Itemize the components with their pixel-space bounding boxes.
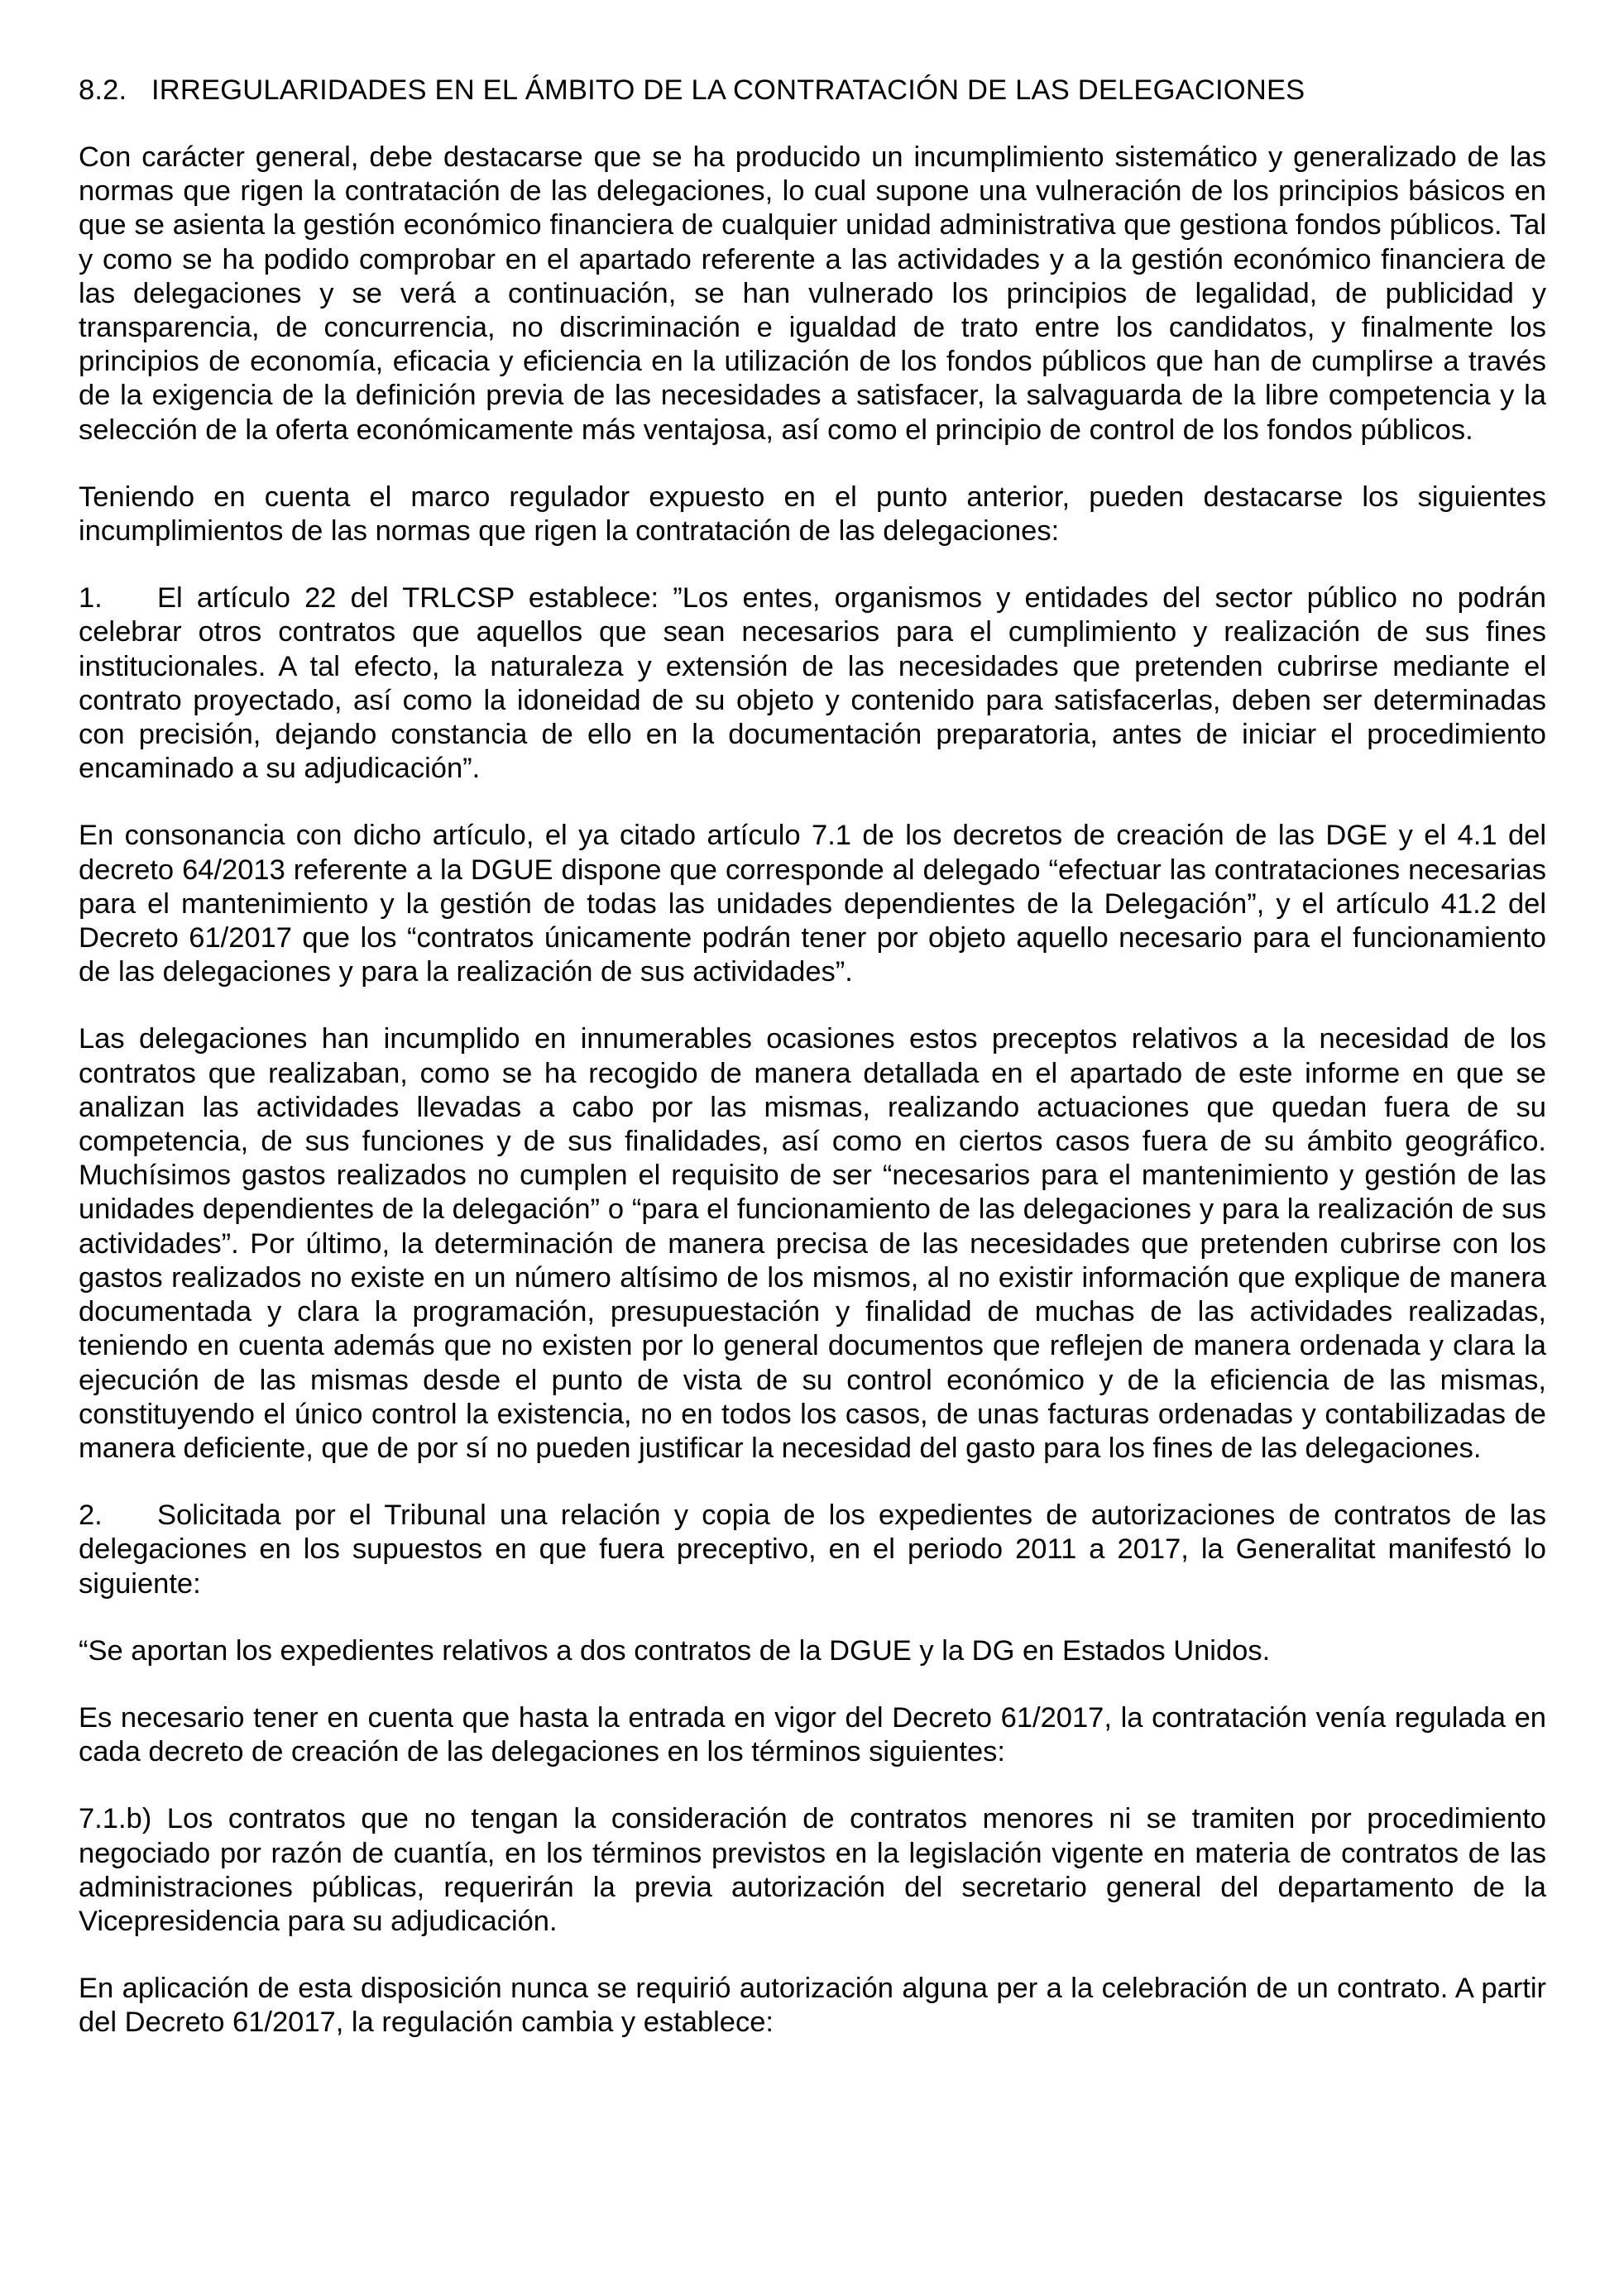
list-item-2-number: 2. xyxy=(79,1500,103,1532)
paragraph-delegations-noncompliance: Las delegaciones han incumplido en innumerables ocasiones estos preceptos relativos a la necesidad de los contratos que realizaban, como se ha recogido de manera detallada en el apartado de este informe en que se analizan las actividades llevadas a cabo por las mismas, realizando actuaciones que quedan fuera de su competencia, de sus funciones y de sus finalidades, así como en ciertos casos fuera de su ámbito geográfico. Muchísimos gastos realizados no cumplen el requisito de ser “necesarios para el mantenimiento y gestión de las unidades dependientes de la delegación” o “para el funcionamiento de las delegaciones y para la realización de sus actividades”. Por último, la determinación de manera precisa de las necesidades que pretenden cubrirse con los gastos realizados no existe en un número altísimo de los mismos, al no existir información que explique de manera documentada y clara la programación, presupuestación y finalidad de muchas de las actividades realizadas, teniendo en cuenta además que no existen por lo general documentos que reflejen de manera ordenada y clara la ejecución de las mismas desde el punto de vista de su control económico y de la eficiencia de las mismas, constituyendo el único control la existencia, no en todos los casos, de unas facturas ordenadas y contabilizadas de manera deficiente, que de por sí no pueden justificar la necesidad del gasto para los fines de las delegaciones. xyxy=(79,1023,1546,1464)
paragraph-quote-expedientes: “Se aportan los expedientes relativos a dos contratos de la DGUE y la DG en Estados Unidos. xyxy=(79,1634,1271,1667)
list-item-2 xyxy=(79,1499,1546,1601)
paragraph-application: En aplicación de esta disposición nunca se requirió autorización alguna per a la celebración de un contrato. A partir del Decreto 61/2017, la regulación cambia y establece: xyxy=(79,1973,1546,2039)
section-title: IRREGULARIDADES EN EL ÁMBITO DE LA CONTRATACIÓN DE LAS DELEGACIONES xyxy=(151,74,1305,106)
list-item-1-number: 1. xyxy=(79,582,103,615)
paragraph-article-consonance: En consonancia con dicho artículo, el ya citado artículo 7.1 de los decretos de creación de las DGE y el 4.1 del decreto 64/2013 referente a la DGUE dispone que corresponde al delegado “efectuar las contrataciones necesarias para el mantenimiento y la gestión de todas las unidades dependientes de la Delegación”, y el artículo 41.2 del Decreto 61/2017 que los “contratos únicamente podrán tener por objeto aquello necesario para el funcionamiento de las delegaciones y para la realización de sus actividades”. xyxy=(79,820,1546,988)
list-item-2-text: Solicitada por el Tribunal una relación y copia de los expedientes de autorizaciones de contratos de las delegaciones en los supuestos en que fuera preceptivo, en el periodo 2011 a 2017, la Generalitat manifestó lo siguiente: xyxy=(79,1500,1546,1600)
section-heading xyxy=(79,73,1546,108)
section-number: 8.2. xyxy=(79,74,127,106)
document-page xyxy=(79,73,1546,2074)
paragraph-general-statement: Con carácter general, debe destacarse que se ha producido un incumplimiento sistemático y generalizado de las normas que rigen la contratación de las delegaciones, lo cual supone una vulneración de los principios básicos en que se asienta la gestión económico financiera de cualquier unidad administrativa que gestiona fondos públicos. Tal y como se ha podido comprobar en el apartado referente a las actividades y a la gestión económico financiera de las delegaciones y se verá a continuación, se han vulnerado los principios de legalidad, de publicidad y transparencia, de concurrencia, no discriminación e igualdad de trato entre los candidatos, y finalmente los principios de economía, eficacia y eficiencia en la utilización de los fondos públicos que han de cumplirse a través de la exigencia de la definición previa de las necesidades a satisfacer, la salvaguarda de la libre competencia y la selección de la oferta económicamente más ventajosa, así como el principio de control de los fondos públicos. xyxy=(79,141,1546,446)
list-item-1-text: El artículo 22 del TRLCSP establece: ”Los entes, organismos y entidades del sector público no podrán celebrar otros contratos que aquellos que sean necesarios para el cumplimiento y realización de sus fines institucionales. A tal efecto, la naturaleza y extensión de las necesidades que pretenden cubrirse mediante el contrato proyectado, así como la idoneidad de su objeto y contenido para satisfacerlas, deben ser determinadas con precisión, dejando constancia de ello en la documentación preparatoria, antes de iniciar el procedimiento encaminado a su adjudicación”. xyxy=(79,582,1546,785)
list-item-1 xyxy=(79,581,1546,786)
paragraph-article-7-1-b: 7.1.b) Los contratos que no tengan la consideración de contratos menores ni se tramiten por procedimiento negociado por razón de cuantía, en los términos previstos en la legislación vigente en materia de contratos de las administraciones públicas, requerirán la previa autorización del secretario general del departamento de la Vicepresidencia para su adjudicación. xyxy=(79,1803,1546,1937)
paragraph-decree-context: Es necesario tener en cuenta que hasta la entrada en vigor del Decreto 61/2017, la contratación venía regulada en cada decreto de creación de las delegaciones en los términos siguientes: xyxy=(79,1701,1546,1768)
paragraph-regulatory-context: Teniendo en cuenta el marco regulador expuesto en el punto anterior, pueden destacarse los siguientes incumplimientos de las normas que rigen la contratación de las delegaciones: xyxy=(79,481,1546,548)
